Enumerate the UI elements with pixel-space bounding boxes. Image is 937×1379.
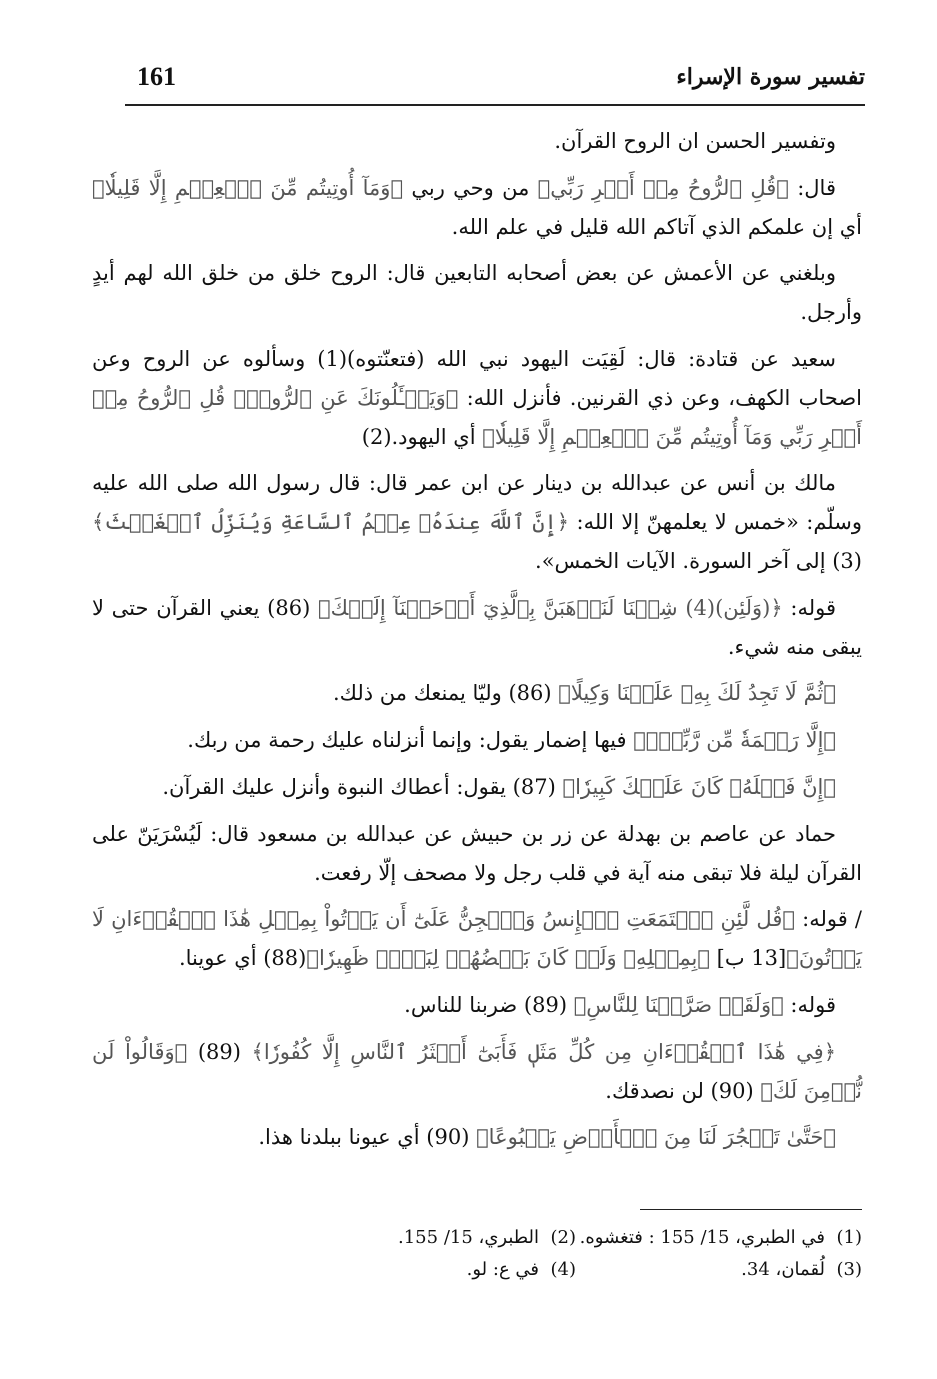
paragraph xyxy=(92,815,862,893)
text-segment: وتفسير الحسن ان الروح القرآن. xyxy=(554,129,836,153)
text-segment: فيها إضمار يقول: وإنما أنزلناه عليك رحمة من ربك. xyxy=(187,728,634,753)
paragraph xyxy=(92,721,862,760)
paragraph xyxy=(92,254,862,332)
text-segment: قال: xyxy=(788,175,836,200)
quran-verse: ﴿إِنَّ فَضۡلَهُۥ كَانَ عَلَيۡكَ كَبِيرٗا﴾ xyxy=(562,774,836,799)
paragraph xyxy=(92,1118,862,1157)
text-segment: أي اليهود.(2) xyxy=(361,424,483,449)
quran-verse: ﴿إِلَّا رَحۡمَةٗ مِّن رَّبِّكَۚ﴾ xyxy=(633,728,836,753)
quran-verse: ﴿(وَلَئِن)(4) شِئۡنَا لَنَذۡهَبَنَّ بِٱلَّذِيٓ أَوۡحَيۡنَآ إِلَيۡكَ﴾ xyxy=(317,595,783,620)
footnote-4: (4) في ع: لو. xyxy=(466,1259,576,1280)
footnote-row xyxy=(290,1222,862,1254)
footnote-row xyxy=(290,1254,862,1286)
text-segment: (86) وليّا يمنعك من ذلك. xyxy=(332,681,559,706)
page-number: 161 xyxy=(137,62,176,91)
page-header xyxy=(125,52,865,106)
text-segment: حماد عن عاصم بن بهدلة عن زر بن حبيش عن عبدالله بن مسعود قال: لَيُسْرَيَنّ على القرآن ليلة فلا تبقى منه آية في قلب رجل ولا مصحف إلّا رفعت. xyxy=(92,821,862,885)
quran-verse: ﴿وَيَسۡـَٔلُونَكَ عَنِ ٱلرُّوحِۖ قُلِ ٱلرُّوحُ مِنۡ أَمۡرِ رَبِّي وَمَآ أُوتِيتُم مِّنَ ٱلۡعِلۡمِ إِلَّا قَلِيلٗا﴾ xyxy=(92,385,862,449)
footnotes xyxy=(290,1222,862,1286)
footnote-1: (1) في الطبري، 15/ 155 : فتغشوه. xyxy=(579,1227,862,1248)
text-segment: مالك بن أنس عن عبدالله بن دينار عن ابن عمر قال: قال رسول الله صلى الله عليه وسلّم: «خمس لا يعلمهنّ إلا الله: xyxy=(92,471,862,535)
text-segment: وبلغني عن الأعمش عن بعض أصحابه التابعين قال: الروح خلق من خلق الله لهم أيدٍ وأرجل. xyxy=(92,261,862,325)
page-body xyxy=(92,122,862,1165)
paragraph xyxy=(92,589,862,667)
quran-verse: ﴿بِمِثۡلِهِۦ وَلَوۡ كَانَ بَعۡضُهُمۡ لِبَعۡضٖ ظَهِيرٗا﴾ xyxy=(306,946,710,971)
paragraph xyxy=(92,768,862,807)
quran-verse: ﴿وَقَالُواْ لَن نُّؤۡمِنَ لَكَ﴾ xyxy=(92,1039,862,1103)
quran-verse: ﴿وَلَقَدۡ صَرَّفۡنَا لِلنَّاسِ﴾ xyxy=(573,992,784,1017)
text-segment: (89) ضربنا للناس. xyxy=(404,992,574,1017)
quran-verse: ﴿ثُمَّ لَا تَجِدُ لَكَ بِهِۦ عَلَيۡنَا وَكِيلًا﴾ xyxy=(558,681,836,706)
footnote-3: (3) لُقمان، 34. xyxy=(741,1259,862,1280)
paragraph xyxy=(92,169,862,247)
quran-verse: ﴿قُلِ ٱلرُّوحُ مِنۡ أَمۡرِ رَبِّي﴾ xyxy=(537,175,789,200)
text-segment: (3) إلى آخر السورة. الآيات الخمس». xyxy=(535,548,862,573)
text-segment: (87) يقول: أعطاك النبوة وأنزل عليك القرآن. xyxy=(162,774,563,799)
quran-verse: ﴿حَتَّىٰ تَفۡجُرَ لَنَا مِنَ ٱلۡأَرۡضِ يَنۢبُوعًا﴾ xyxy=(476,1125,836,1150)
paragraph xyxy=(92,674,862,713)
paragraph xyxy=(92,1033,862,1111)
paragraph xyxy=(92,986,862,1025)
paragraph xyxy=(92,464,862,580)
text-segment: / قوله: xyxy=(794,907,863,932)
text-segment: أي إن علمكم الذي آتاكم الله قليل في علم الله. xyxy=(451,214,862,239)
text-segment: [13 ب] xyxy=(709,946,787,971)
text-segment: (90) أي عيونا ببلدنا هذا. xyxy=(258,1125,477,1150)
paragraph xyxy=(92,122,862,161)
text-segment: (90) لن نصدقك. xyxy=(605,1078,761,1103)
quran-verse: ﴿قُل لَّئِنِ ٱجۡتَمَعَتِ ٱلۡإِنسُ وَٱلۡجِنُّ عَلَىٰٓ أَن يَأۡتُواْ بِمِثۡلِ هَٰذَا ٱلۡقُرۡءَانِ لَا يَأۡتُونَ﴾ xyxy=(92,907,862,971)
paragraph xyxy=(92,340,862,456)
text-segment: قوله: xyxy=(783,992,836,1017)
footnote-divider xyxy=(640,1209,862,1210)
footnote-2: (2) الطبري، 15/ 155. xyxy=(398,1227,576,1248)
quran-verse: ﴿فِي هَٰذَا ٱلۡقُرۡءَانِ مِن كُلِّ مَثَلٖ فَأَبَىٰٓ أَكۡثَرُ ٱلنَّاسِ إِلَّا كُفُورٗا﴾ xyxy=(251,1039,836,1064)
quran-verse: ﴿وَمَآ أُوتِيتُم مِّنَ ٱلۡعِلۡمِ إِلَّا قَلِيلٗا﴾ xyxy=(92,175,404,200)
text-segment: قوله: xyxy=(782,595,836,620)
paragraph xyxy=(92,900,862,978)
text-segment: (86) يعني القرآن حتى لا يبقى منه شيء. xyxy=(92,595,862,659)
quran-verse: ﴿إِنَّ ٱللَّهَ عِندَهُۥ عِلۡمُ ٱلسَّاعَةِ وَيُنَزِّلُ ٱلۡغَيۡثَ﴾ xyxy=(92,510,570,535)
text-segment: سعيد عن قتادة: قال: لَقِيَت اليهود نبي الله (فتعنّتوه)(1) وسألوه عن الروح وعن اصحاب الكهف، وعن ذي القرنين. فأنزل الله: xyxy=(92,346,862,410)
text-segment: من وحي ربي xyxy=(403,175,538,200)
running-title: تفسير سورة الإسراء xyxy=(676,64,865,90)
text-segment: (89) xyxy=(187,1039,252,1064)
text-segment: (88) أي عوينا. xyxy=(178,946,307,971)
